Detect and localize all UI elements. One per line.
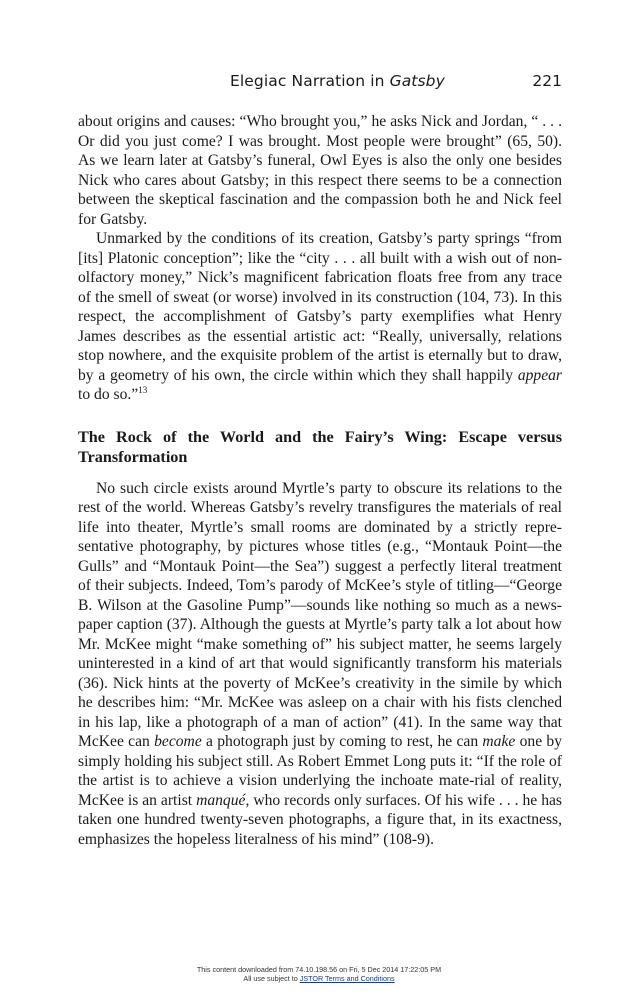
running-title xyxy=(230,72,445,90)
paragraph-2-end: to do so.” xyxy=(78,386,139,403)
running-title-italic: Gatsby xyxy=(389,72,445,90)
paragraph-3-italic-manque: manqué xyxy=(196,791,246,809)
running-title-prefix: Elegiac Narration in xyxy=(230,72,390,90)
download-footer xyxy=(0,965,638,983)
page-content xyxy=(78,72,562,849)
footer-terms-prefix: All use subject to xyxy=(243,974,300,983)
paragraph-1: about origins and causes: “Who brought you,” he asks Nick and Jordan, “ . . . Or did you just come? I was brought. Most people were brought” (65, 50). As we learn later at Gatsby’s funeral, Owl Eyes is also the only one besides Nick who cares about Gatsby; in this respect there seems to be a connection between the skeptical fascination and the compassion both he and Nick feel for Gatsby. xyxy=(78,113,562,228)
paragraph-3-text-a: No such circle exists around Myrtle’s party to obscure its relations to the rest of the world. Whereas Gatsby’s revelry transfigures the materials of real life into theater, Myrtle’s small rooms are dominated by a strictly repre-sentative photography, by pictures whose titles (e.g., “Montauk Point—the Gulls” and “Montauk Point—the Sea”) suggest a perfectly literal treatment of their subjects. Indeed, Tom’s parody of McKee’s style of titling—“George B. Wilson at the Gasoline Pump”—sounds like nothing so much as a news-paper caption (37). Although the guests at Myrtle’s party talk a lot about how Mr. McKee might “make something of” his subject matter, he seems largely uninterested in a kind of art that would significantly transform his materials (36). Nick hints at the poverty of McKee’s creativity in the simile by which he describes him: “Mr. McKee was asleep on a chair with his fists clenched in his lap, like a photograph of a man of action” (41). In the same way that McKee can xyxy=(78,479,562,750)
paragraph-3-italic-become: become xyxy=(154,733,202,750)
paragraph-2-text: Unmarked by the conditions of its creation, Gatsby’s party springs “from [its] Platonic conception”; like the “city . . . all built with a wish out of non-olfactory money,” Nick’s magnificent fabrication floats free from any trace of the smell of sweat (or worse) involved in its construction (104, 73). In this respect, the accomplishment of Gatsby’s party exemplifies what Henry James describes as the essential artistic act: “Really, universally, relations stop nowhere, and the exquisite problem of the artist is eternally but to draw, by a geometry of his own, the circle within which they shall happily xyxy=(78,230,562,384)
section-heading: The Rock of the World and the Fairy’s Wing: Escape versus Transformation xyxy=(78,427,562,466)
jstor-terms-link[interactable]: JSTOR Terms and Conditions xyxy=(299,974,395,983)
paragraph-2-italic: appear xyxy=(517,366,562,384)
page-number: 221 xyxy=(532,72,562,90)
paragraph-3-italic-make: make xyxy=(482,733,516,750)
footer-download-info: This content downloaded from 74.10.198.56 on Fri, 5 Dec 2014 17:22:05 PM xyxy=(196,965,442,974)
paragraph-3-text-d: , who records only surfaces. Of his wife . . . he has taken one hundred twenty-seven photographs, a figure that, in its exactness, emphasizes the hopeless literalness of his mind” (108-9). xyxy=(78,791,562,848)
running-header xyxy=(78,72,562,94)
footnote-ref-13[interactable]: 13 xyxy=(138,385,148,395)
paragraph-2 xyxy=(78,229,562,405)
article-body xyxy=(78,112,562,849)
footer-terms-line xyxy=(0,974,638,983)
paragraph-3-text-b: a photograph just by coming to rest, he can xyxy=(201,733,483,750)
paragraph-3 xyxy=(78,479,562,850)
paragraph-3-text-c: one by simply holding his subject still. As Robert Emmet Long puts it: “If the role of the artist is to achieve a vision underlying the inchoate mate-rial of reality, McKee is an artist xyxy=(78,733,563,809)
